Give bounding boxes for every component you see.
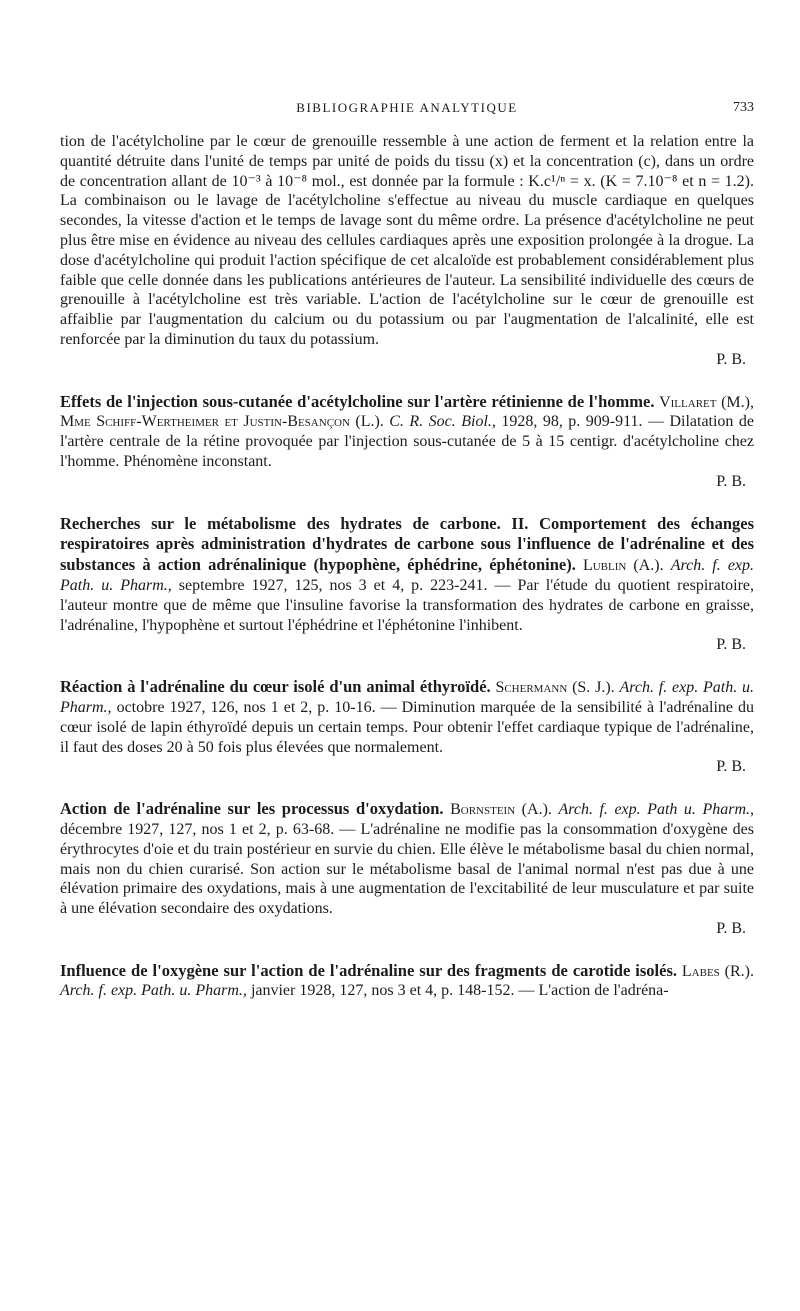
article-abstract: — L'adrénaline ne modifie pas la consommation d'oxygène des érythrocytes d'oie et du train postérieur en survie du chien. Elle élève le métabolisme basal du chien normal, mais non du chien curarisé. Son action sur le métabolisme basal de l'animal normal n'est pas due à une élévation primaire des oxydations, mais à une augmentation de l'excitabilité de leur musculature et par suite à une élévation secondaire des oxydations. [60, 820, 755, 918]
article-authors: Schermann (S. J.). [495, 679, 615, 697]
article-abstract: — Par l'étude du quotient respiratoire, l'auteur montre que de même que l'insuline favorise la transformation des hydrates de carbone en graisse, l'adrénaline, l'hypophène et surtout l'éphédrine et l'éphétonine l'inhibent. [60, 576, 755, 634]
article-journal: Arch. f. exp. Path. u. Pharm., [60, 982, 247, 1000]
signature: P. B. [716, 472, 746, 490]
article-citation: décembre 1927, 127, nos 1 et 2, p. 63-68. [60, 820, 335, 838]
article-citation: janvier 1928, 127, nos 3 et 4, p. 148-152. [250, 982, 515, 1000]
article-title: Recherches sur le métabolisme des hydrates de carbone. II. Comportement des échanges respiratoires après administration d'hydrates de carbone sous l'influence de l'adrénaline et des substances à action adrénalinique (hypophène, éphédrine, éphétonine). [60, 513, 754, 575]
article-title: Réaction à l'adrénaline du cœur isolé d'un animal éthyroïdé. [60, 677, 491, 697]
article-abstract: — Diminution marquée de la sensibilité à l'adrénaline du cœur isolé de lapin éthyroïdé depuis un certain temps. Pour obtenir l'effet cardiaque typique de l'adrénaline, il faut des doses 20 à 50 fois plus élevées que normalement. [60, 698, 755, 756]
article-citation: 1928, 98, p. 909-911. [501, 413, 643, 431]
continuation-text: tion de l'acétylcholine par le cœur de grenouille ressemble à une action de ferment et la relation entre la quantité détruite dans l'unité de temps par unité de poids du tissu (x) et la concentration (c), dans un ordre de concentration allant de 10⁻³ à 10⁻⁸ mol., est donnée par la formule : K.c¹/ⁿ = x. (K = 7.10⁻⁸ et n = 1.2). La combinaison ou le lavage de l'acétylcholine s'effectue au niveau du muscle cardiaque en quelques secondes, la vitesse d'action et le temps de lavage sont du même ordre. La présence d'acétylcholine ne peut plus être mise en évidence au niveau des cellules cardiaques après une exposition prolongée à la drogue. La dose d'acétylcholine qui produit l'action spécifique de cet alcaloïde est probablement considérablement plus faible que celle donnée dans les publications antérieures de l'auteur. La sensibilité individuelle des cœurs de grenouille à l'acétylcholine est très variable. L'action de l'acétylcholine sur le cœur de grenouille est affaiblie par l'augmentation du calcium ou du potassium ou par l'augmentation de l'alcalinité, elle est renforcée par la diminution du taux du potassium. [60, 133, 754, 348]
article-journal: C. R. Soc. Biol., [389, 413, 496, 431]
signature: P. B. [716, 919, 746, 937]
article-journal: Arch. f. exp. Path. u. Pharm., [60, 557, 755, 594]
article-title: Influence de l'oxygène sur l'action de l'adrénaline sur des fragments de carotide isolés. [60, 960, 677, 980]
article-entry [60, 392, 754, 492]
running-title: BIBLIOGRAPHIE ANALYTIQUE [296, 100, 518, 115]
signature: P. B. [716, 758, 746, 776]
article-entry [60, 514, 754, 656]
running-head [60, 100, 754, 122]
article-journal: Arch. f. exp. Path u. Pharm., [558, 801, 755, 819]
article-abstract: — L'action de l'adréna- [518, 982, 669, 1000]
body-text [60, 132, 754, 1001]
article-entry [60, 961, 754, 1002]
article-authors: Bornstein (A.). [450, 801, 552, 819]
article-title: Effets de l'injection sous-cutanée d'acétylcholine sur l'artère rétinienne de l'homme. [60, 391, 655, 411]
signature: P. B. [716, 350, 746, 368]
continuation-block [60, 132, 754, 370]
article-entry [60, 799, 754, 939]
article-abstract: — Dilatation de l'artère centrale de la rétine provoquée par l'injection sous-cutanée de 5 à 15 centigr. d'acétylcholine chez l'homme. Phénomène inconstant. [60, 413, 755, 470]
article-title: Action de l'adrénaline sur les processus d'oxydation. [60, 799, 444, 819]
signature: P. B. [716, 636, 746, 654]
article-authors: Lublin (A.). [582, 557, 664, 575]
article-citation: octobre 1927, 126, nos 1 et 2, p. 10-16. [116, 698, 376, 716]
article-authors: Labes (R.). [681, 962, 754, 980]
article-journal: Arch. f. exp. Path. u. Pharm., [60, 679, 754, 716]
article-entry [60, 677, 754, 777]
article-citation: septembre 1927, 125, nos 3 et 4, p. 223-241. [178, 576, 488, 594]
page-number: 733 [733, 100, 754, 115]
article-authors: Villaret (M.), Mme Schiff-Wertheimer et Justin-Besançon (L.). [60, 393, 754, 431]
